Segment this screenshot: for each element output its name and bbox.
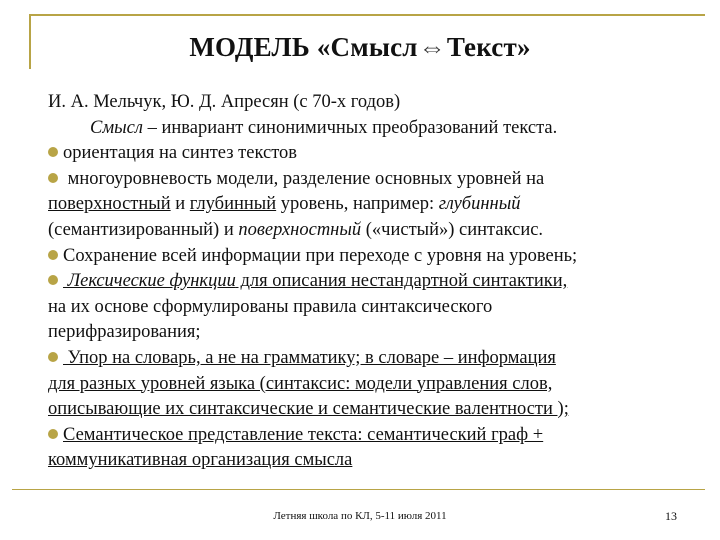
bullet-5-line-2: для разных уровней языка (синтаксис: модели управления слов, [48,373,553,394]
term-deep: глубинный [189,194,277,215]
bullet-dot-icon [48,250,58,260]
bullet-5-line-3: описывающие их синтаксические и семантические валентности ); [48,399,569,420]
slide-title [0,32,720,63]
bullet-6-text-1: Семантическое представление текста: семантический граф + [63,424,544,445]
slide-body [48,90,698,474]
double-arrow-icon: ⇔ [418,32,446,62]
bullet-2-connector: и [170,194,190,215]
title-suffix: Текст» [446,32,531,62]
term-surface-italic: поверхностный [238,219,362,240]
term-deep-italic: глубинный [438,194,521,215]
bullet-dot-icon [48,173,58,183]
bullet-dot-icon [48,275,58,285]
bullet-4-text-1: для описания нестандартной синтактики, [235,271,568,292]
bullet-5-text-1: Упор на словарь, а не на грамматику; в словаре – информация [63,347,556,368]
authors-line: И. А. Мельчук, Ю. Д. Апресян (с 70-х годов) [48,92,401,112]
frame-top-line [29,14,705,16]
bullet-6-line-2: коммуникативная организация смысла [48,450,353,471]
bullet-dot-icon [48,352,58,362]
bullet-2-text-2: уровень, например: [276,194,439,215]
bullet-3-text: Сохранение всей информации при переходе с уровня на уровень; [63,245,578,266]
bullet-1-text: ориентация на синтез текстов [63,143,298,164]
bullet-6-line-1 [48,423,698,449]
bullet-2-text-1: многоуровневость модели, разделение основных уровней на [63,168,545,189]
bullet-4-line-1 [48,269,698,295]
bullet-2-line-1 [48,167,698,193]
title-prefix: МОДЕЛЬ «Смысл [189,32,418,62]
bullet-2-line-2 [48,192,698,218]
frame-bottom-line [12,489,705,490]
footer-text: Летняя школа по КЛ, 5-11 июля 2011 [273,510,447,522]
bullet-2-text-3b: («чистый») синтаксис. [361,219,544,240]
definition-text: – инвариант синонимичных преобразований текста. [142,117,558,138]
bullet-dot-icon [48,429,58,439]
bullet-4-line-3: перифразирования; [48,322,201,343]
bullet-5-line-1 [48,346,698,372]
page-number: 13 [665,509,677,523]
bullet-dot-icon [48,147,58,157]
lexical-functions-term: Лексические функции [63,271,236,292]
bullet-2-text-3a: (семантизированный) и [48,219,239,240]
bullet-3 [48,244,698,270]
definition-term: Смысл [90,117,143,138]
bullet-2-line-3 [48,218,698,244]
bullet-4-line-2: на их основе сформулированы правила синтаксического [48,296,493,317]
bullet-1 [48,141,698,167]
definition-line [48,116,698,142]
term-surface: поверхностный [48,194,171,215]
